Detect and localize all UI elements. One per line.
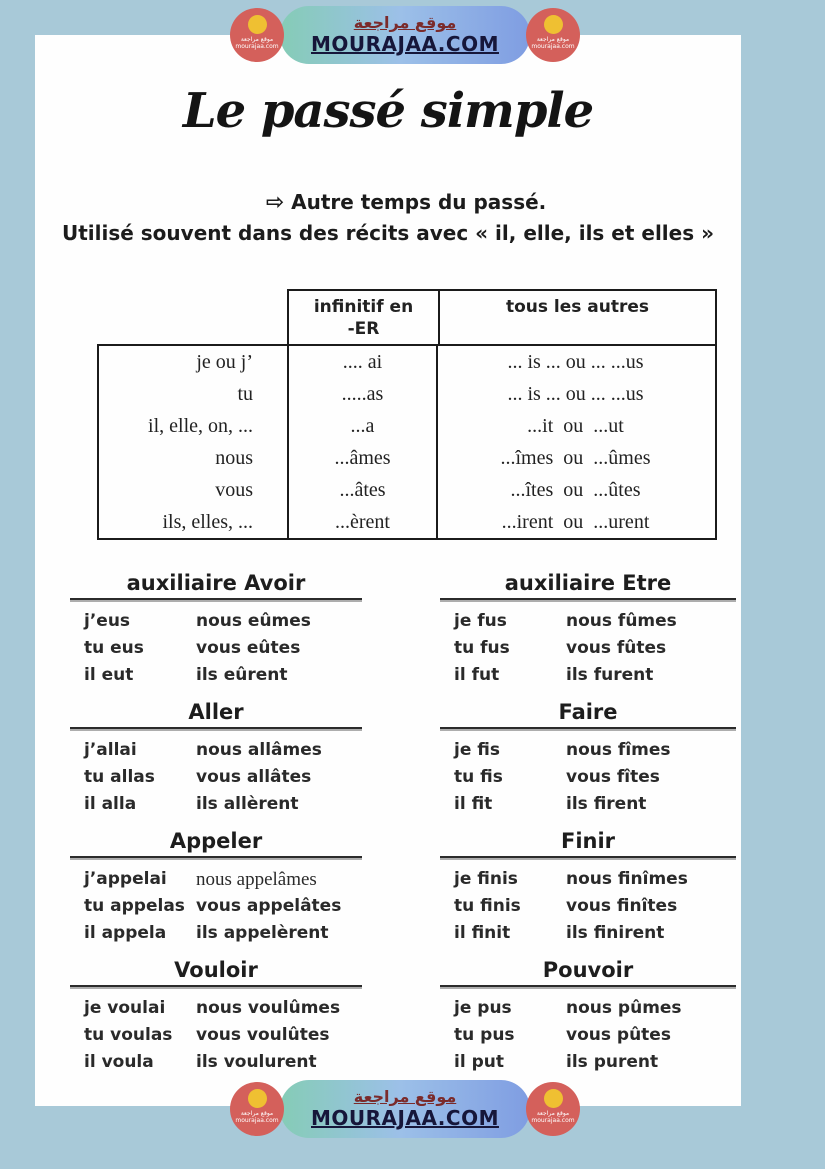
conjugation-cell: vous finîtes: [566, 896, 678, 916]
endings-table-header: [287, 289, 717, 346]
conjugation-grid: [440, 858, 736, 947]
conjugation-cell: il finit: [454, 923, 511, 943]
conjugation-cell: ils furent: [566, 665, 654, 685]
verb-sections: [70, 569, 736, 1076]
conjugation-grid: [70, 987, 362, 1076]
conjugation-cell: vous fûtes: [566, 638, 667, 658]
site-name-arabic-link[interactable]: موقع مراجعة: [353, 1087, 457, 1107]
conjugation-cell: vous eûtes: [196, 638, 301, 658]
verb-title: Pouvoir: [440, 956, 736, 987]
conjugation-cell: ils finirent: [566, 923, 665, 943]
conjugation-cell: je pus: [454, 998, 512, 1018]
conjugation-cell: j’appelai: [84, 869, 167, 889]
page-title: Le passé simple: [182, 83, 594, 139]
conjugation-cell: tu voulas: [84, 1025, 173, 1045]
verb-section-etre: [440, 569, 736, 689]
verb-title: Vouloir: [70, 956, 362, 987]
endings-table-body: [97, 344, 717, 540]
other-ending-cell: ...it ou ...ut: [527, 415, 624, 437]
badge-domain-label: mourajaa.com: [235, 43, 279, 50]
conjugation-cell: vous voulûtes: [196, 1025, 330, 1045]
conjugation-cell: tu fis: [454, 767, 503, 787]
badge-logo-icon: [544, 15, 563, 34]
paper-page: [35, 31, 741, 1106]
verb-section-faire: [440, 698, 736, 818]
conjugation-cell: il appela: [84, 923, 167, 943]
badge-logo-icon: [248, 1089, 267, 1108]
conjugation-grid: [70, 729, 362, 818]
pronoun-cell: je ou j’: [99, 346, 289, 378]
conjugation-cell: vous allâtes: [196, 767, 312, 787]
header-branding: [230, 6, 580, 64]
conjugation-cell: je voulai: [84, 998, 166, 1018]
header-tous-les-autres: tous les autres: [505, 297, 650, 317]
verb-section-pouvoir: [440, 956, 736, 1076]
site-banner: [280, 6, 530, 64]
site-url-link[interactable]: MOURAJAA.COM: [311, 31, 499, 56]
footer-branding: [230, 1080, 580, 1138]
other-ending-cell: ...irent ou ...urent: [501, 511, 650, 533]
conjugation-cell: je finis: [454, 869, 518, 889]
site-badge: [230, 1082, 284, 1136]
pronoun-cell: nous: [99, 442, 289, 474]
conjugation-cell: nous fîmes: [566, 740, 671, 760]
conjugation-cell: nous finîmes: [566, 869, 688, 889]
header-infinitif-er-line2: -ER: [347, 319, 380, 339]
conjugation-cell: il voula: [84, 1052, 154, 1072]
conjugation-cell: il eut: [84, 665, 134, 685]
site-url-link[interactable]: MOURAJAA.COM: [311, 1105, 499, 1130]
badge-domain-label: mourajaa.com: [531, 1117, 575, 1124]
site-badge: [230, 8, 284, 62]
conjugation-cell: ils voulurent: [196, 1052, 317, 1072]
conjugation-cell: tu allas: [84, 767, 155, 787]
conjugation-cell: vous fîtes: [566, 767, 660, 787]
conjugation-grid: [440, 600, 736, 689]
er-ending-cell: ...âmes: [289, 442, 438, 474]
er-ending-cell: ...a: [289, 410, 438, 442]
intro-line1: [35, 187, 741, 218]
verb-title: Aller: [70, 698, 362, 729]
site-name-arabic-link[interactable]: موقع مراجعة: [353, 13, 457, 33]
conjugation-grid: [70, 858, 362, 947]
conjugation-cell: il alla: [84, 794, 137, 814]
intro-text: [35, 187, 741, 249]
endings-table: [97, 289, 717, 540]
verb-title: Faire: [440, 698, 736, 729]
verb-section-aller: [70, 698, 362, 818]
conjugation-cell: vous appelâtes: [196, 896, 342, 916]
badge-arabic-label: موقع مراجعة: [536, 1110, 570, 1117]
site-badge: [526, 8, 580, 62]
conjugation-cell: ils allèrent: [196, 794, 299, 814]
pronoun-cell: vous: [99, 474, 289, 506]
conjugation-cell: tu pus: [454, 1025, 515, 1045]
other-ending-cell: ...îtes ou ...ûtes: [510, 479, 641, 501]
badge-logo-icon: [544, 1089, 563, 1108]
badge-domain-label: mourajaa.com: [531, 43, 575, 50]
verb-section-vouloir: [70, 956, 362, 1076]
verb-title: auxiliaire Avoir: [70, 569, 362, 600]
conjugation-cell: nous appelâmes: [196, 869, 317, 890]
conjugation-cell: tu fus: [454, 638, 510, 658]
conjugation-cell: il fit: [454, 794, 493, 814]
conjugation-cell: nous allâmes: [196, 740, 322, 760]
badge-arabic-label: موقع مراجعة: [536, 36, 570, 43]
header-infinitif-er-line1: infinitif en: [313, 297, 414, 317]
conjugation-cell: nous voulûmes: [196, 998, 341, 1018]
other-ending-cell: ... is ... ou ... ...us: [507, 351, 644, 373]
conjugation-grid: [440, 987, 736, 1076]
intro-line1-text: Autre temps du passé.: [291, 190, 547, 214]
verb-section-avoir: [70, 569, 362, 689]
verb-title: Finir: [440, 827, 736, 858]
badge-domain-label: mourajaa.com: [235, 1117, 279, 1124]
conjugation-cell: nous fûmes: [566, 611, 677, 631]
pronoun-cell: il, elle, on, ...: [99, 410, 289, 442]
er-ending-cell: .... ai: [289, 346, 438, 378]
other-ending-cell: ... is ... ou ... ...us: [507, 383, 644, 405]
right-arrow-icon: ⇨: [265, 190, 285, 215]
er-ending-cell: .....as: [289, 378, 438, 410]
conjugation-cell: je fis: [454, 740, 500, 760]
conjugation-cell: ils eûrent: [196, 665, 288, 685]
conjugation-cell: il fut: [454, 665, 500, 685]
badge-arabic-label: موقع مراجعة: [240, 36, 274, 43]
verb-title: auxiliaire Etre: [440, 569, 736, 600]
conjugation-cell: j’eus: [84, 611, 131, 631]
conjugation-cell: vous pûtes: [566, 1025, 671, 1045]
conjugation-cell: il put: [454, 1052, 504, 1072]
verb-section-finir: [440, 827, 736, 947]
conjugation-cell: tu eus: [84, 638, 144, 658]
header-infinitif-er: [289, 291, 440, 344]
conjugation-cell: ils appelèrent: [196, 923, 329, 943]
pronoun-cell: tu: [99, 378, 289, 410]
conjugation-grid: [70, 600, 362, 689]
verb-title: Appeler: [70, 827, 362, 858]
conjugation-cell: je fus: [454, 611, 507, 631]
conjugation-cell: nous eûmes: [196, 611, 311, 631]
conjugation-cell: ils firent: [566, 794, 647, 814]
er-ending-cell: ...èrent: [289, 506, 438, 538]
conjugation-cell: nous pûmes: [566, 998, 682, 1018]
site-badge: [526, 1082, 580, 1136]
intro-line2: Utilisé souvent dans des récits avec « il, elle, ils et elles »: [61, 221, 715, 245]
site-banner: [280, 1080, 530, 1138]
badge-arabic-label: موقع مراجعة: [240, 1110, 274, 1117]
conjugation-grid: [440, 729, 736, 818]
conjugation-cell: tu appelas: [84, 896, 185, 916]
pronoun-cell: ils, elles, ...: [99, 506, 289, 538]
badge-logo-icon: [248, 15, 267, 34]
er-ending-cell: ...âtes: [289, 474, 438, 506]
conjugation-cell: tu finis: [454, 896, 521, 916]
other-ending-cell: ...îmes ou ...ûmes: [500, 447, 651, 469]
conjugation-cell: j’allai: [84, 740, 137, 760]
verb-section-appeler: [70, 827, 362, 947]
conjugation-cell: ils purent: [566, 1052, 659, 1072]
